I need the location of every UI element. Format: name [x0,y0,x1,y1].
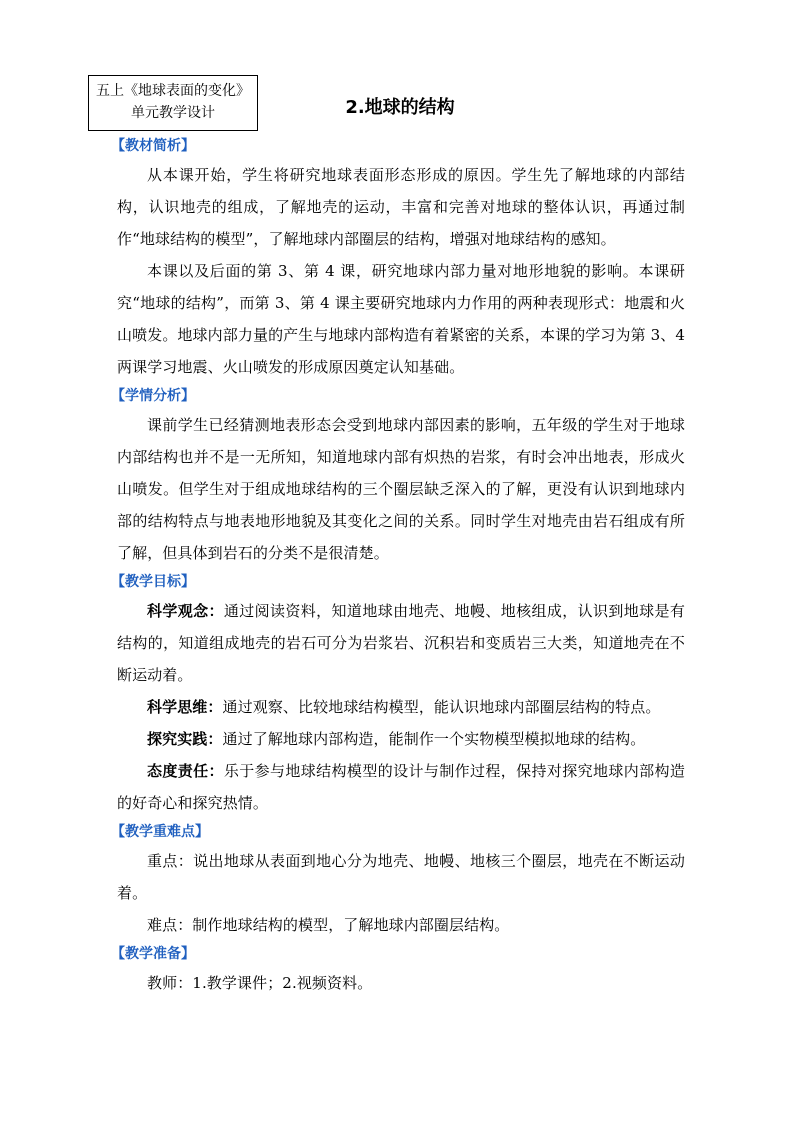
heading-key-difficult-points: 【教学重难点】 [111,824,209,840]
unit-label-line1: 五上《地球表面的变化》 [96,83,250,99]
unit-label-line2: 单元教学设计 [131,105,215,121]
material-paragraph-2: 本课以及后面的第 3、第 4 课，研究地球内部力量对地形地貌的影响。本课研究“地球的结构”，而第 3、第 4 课主要研究地球内力作用的两种表现形式：地震和火山喷发。地球内部力量的产生与地球内部构造有着紧密的关系，本课的学习为第 3、4 两课学习地震、火山喷发的形成原因奠定认知基础。 [117,262,685,376]
difficult-point-paragraph: 难点：制作地球结构的模型，了解地球内部圈层结构。 [147,916,510,934]
key-point-paragraph: 重点：说出地球从表面到地心分为地壳、地幔、地核三个圈层，地壳在不断运动着。 [117,852,685,902]
document-body [111,133,685,999]
goal-text: 乐于参与地球结构模型的设计与制作过程，保持对探究地球内部构造的好奇心和探究热情。 [117,762,685,812]
goal-text: 通过阅读资料，知道地球由地壳、地幔、地核组成，认识到地球是有结构的，知道组成地壳的岩石可分为岩浆岩、沉积岩和变质岩三大类，知道地壳在不断运动着。 [117,602,685,684]
goal-label: 科学观念： [147,602,224,620]
goal-scientific-thinking [117,691,685,723]
goal-scientific-concept [117,595,685,691]
goal-label: 态度责任： [147,762,224,780]
heading-learner-analysis: 【学情分析】 [111,388,195,404]
goal-attitude-responsibility [117,755,685,819]
heading-teaching-goals: 【教学目标】 [111,574,195,590]
teacher-preparation: 教师：1.教学课件；2.视频资料。 [147,974,373,992]
goal-text: 通过了解地球内部构造，能制作一个实物模型模拟地球的结构。 [222,730,646,748]
page-title: 2.地球的结构 [345,97,455,118]
learner-paragraph: 课前学生已经猜测地表形态会受到地球内部因素的影响，五年级的学生对于地球内部结构也并不是一无所知，知道地球内部有炽热的岩浆，有时会冲出地表，形成火山喷发。但学生对于组成地球结构的三个圈层缺乏深入的了解，更没有认识到地球内部的结构特点与地表地形地貌及其变化之间的关系。同时学生对地壳由岩石组成有所了解，但具体到岩石的分类不是很清楚。 [117,416,685,562]
goal-label: 探究实践： [147,730,223,748]
unit-label-box [88,75,258,131]
heading-teaching-preparation: 【教学准备】 [111,946,195,962]
goal-label: 科学思维： [147,698,223,716]
goal-inquiry-practice [117,723,685,755]
heading-material-analysis: 【教材简析】 [111,138,195,154]
goal-text: 通过观察、比较地球结构模型，能认识地球内部圈层结构的特点。 [222,698,661,716]
material-paragraph-1: 从本课开始，学生将研究地球表面形态形成的原因。学生先了解地球的内部结构，认识地壳的组成，了解地壳的运动，丰富和完善对地球的整体认识，再通过制作“地球结构的模型”，了解地球内部圈层的结构，增强对地球结构的感知。 [117,166,685,248]
